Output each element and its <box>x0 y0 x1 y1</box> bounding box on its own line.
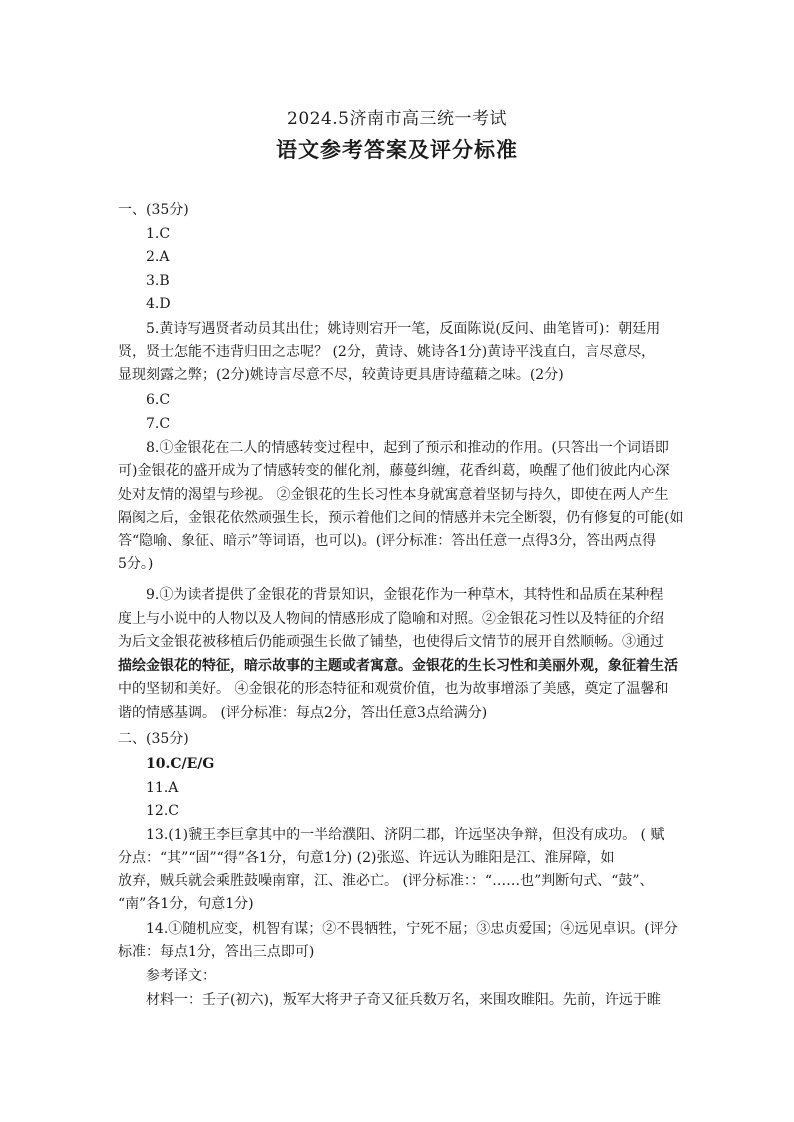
answer-9-line: 为后文金银花被移植后仍能顽强生长做了铺垫，也使得后文情节的展开自然顺畅。③通过 <box>118 634 664 650</box>
answer-8-line: 可)金银花的盛开成为了情感转变的催化剂，藤蔓纠缠，花香纠葛，唤醒了他们彼此内心深 <box>118 463 670 479</box>
answer-12: 12.C <box>146 803 179 819</box>
answer-3: 3.B <box>146 273 170 289</box>
answer-5-line: 显现刻露之弊；(2分)姚诗言尽意不尽，较黄诗更具唐诗蕴藉之味。(2分) <box>118 367 564 383</box>
answer-8-line: 8.①金银花在二人的情感转变过程中，起到了预示和推动的作用。(只答出一个词语即 <box>146 440 669 456</box>
answer-9-line: 度上与小说中的人物以及人物间的情感形成了隐喻和对照。②金银花习性以及特征的介绍 <box>118 611 664 627</box>
answer-8-line: 答“隐喻、象征、暗示”等词语，也可以)。(评分标准：答出任意一点得3分，答出两点得 <box>118 533 657 549</box>
answer-14-line: 14.①随机应变，机智有谋；②不畏牺牲，宁死不屈；③忠贞爱国；④远见卓识。(评分 <box>146 921 678 937</box>
reference-translation-label: 参考译文： <box>146 968 216 984</box>
answer-1: 1.C <box>146 226 171 242</box>
answer-5-line: 贤，贤士怎能不违背归田之志呢？ (2分，黄诗、姚诗各1分)黄诗平浅直白，言尽意尽， <box>118 344 656 360</box>
answer-9-line: 9.①为读者提供了金银花的背景知识，金银花作为一种草木，其特性和品质在某种程 <box>146 587 664 603</box>
answer-10: 10.C/E/G <box>146 756 215 772</box>
answer-9-line: 中的坚韧和美好。 ④金银花的形态特征和观赏价值，也为故事增添了美感，奠定了温馨和 <box>118 681 669 697</box>
answer-8-line: 隔阂之后，金银花依然顽强生长，预示着他们之间的情感并未完全断裂，仍有修复的可能(如 <box>118 510 684 526</box>
reference-translation-text: 材料一：壬子(初六)，叛军大将尹子奇又征兵数万名，来围攻睢阳。先前，许远于睢 <box>146 992 661 1008</box>
answer-8-line: 5分。) <box>118 556 154 572</box>
answer-13-line: “南”各1分，句意1分) <box>118 896 254 912</box>
section-one-heading: 一、(35分) <box>118 202 189 218</box>
answer-11: 11.A <box>146 780 179 796</box>
answer-13-line: 分点：“其”“固”“得”各1分，句意1分) (2)张巡、许远认为睢阳是江、淮屏障，如 <box>118 850 615 866</box>
answer-7: 7.C <box>146 416 171 432</box>
answer-6: 6.C <box>146 392 171 408</box>
answer-9-line: 谐的情感基调。 (评分标准：每点2分，答出任意3点给满分) <box>118 705 488 721</box>
answer-9-line: 描绘金银花的特征，暗示故事的主题或者寓意。金银花的生长习性和美丽外观，象征着生活 <box>118 658 678 674</box>
answer-5-line: 5.黄诗写遇贤者动员其出仕；姚诗则宕开一笔，反面陈说(反问、曲笔皆可)：朝廷用 <box>146 321 661 337</box>
answer-2: 2.A <box>146 249 170 265</box>
answer-8-line: 处对友情的渴望与珍视。 ②金银花的生长习性本身就寓意着坚韧与持久，即使在两人产生 <box>118 487 669 503</box>
exam-title: 2024.5济南市高三统一考试 <box>287 109 507 129</box>
document-subtitle: 语文参考答案及评分标准 <box>276 137 518 162</box>
answer-4: 4.D <box>146 296 171 312</box>
answer-13-line: 放弃，贼兵就会乘胜鼓噪南窜，江、淮必亡。 (评分标准：：“……也”判断句式、“鼓”、 <box>118 873 654 889</box>
answer-13-line: 13.(1)虢王李巨拿其中的一半给濮阳、济阴二郡，许远坚决争辩，但没有成功。 ( 赋 <box>146 827 665 843</box>
answer-14-line: 标准：每点1分，答出三点即可) <box>118 944 315 960</box>
section-two-heading: 二、(35分) <box>118 731 189 747</box>
